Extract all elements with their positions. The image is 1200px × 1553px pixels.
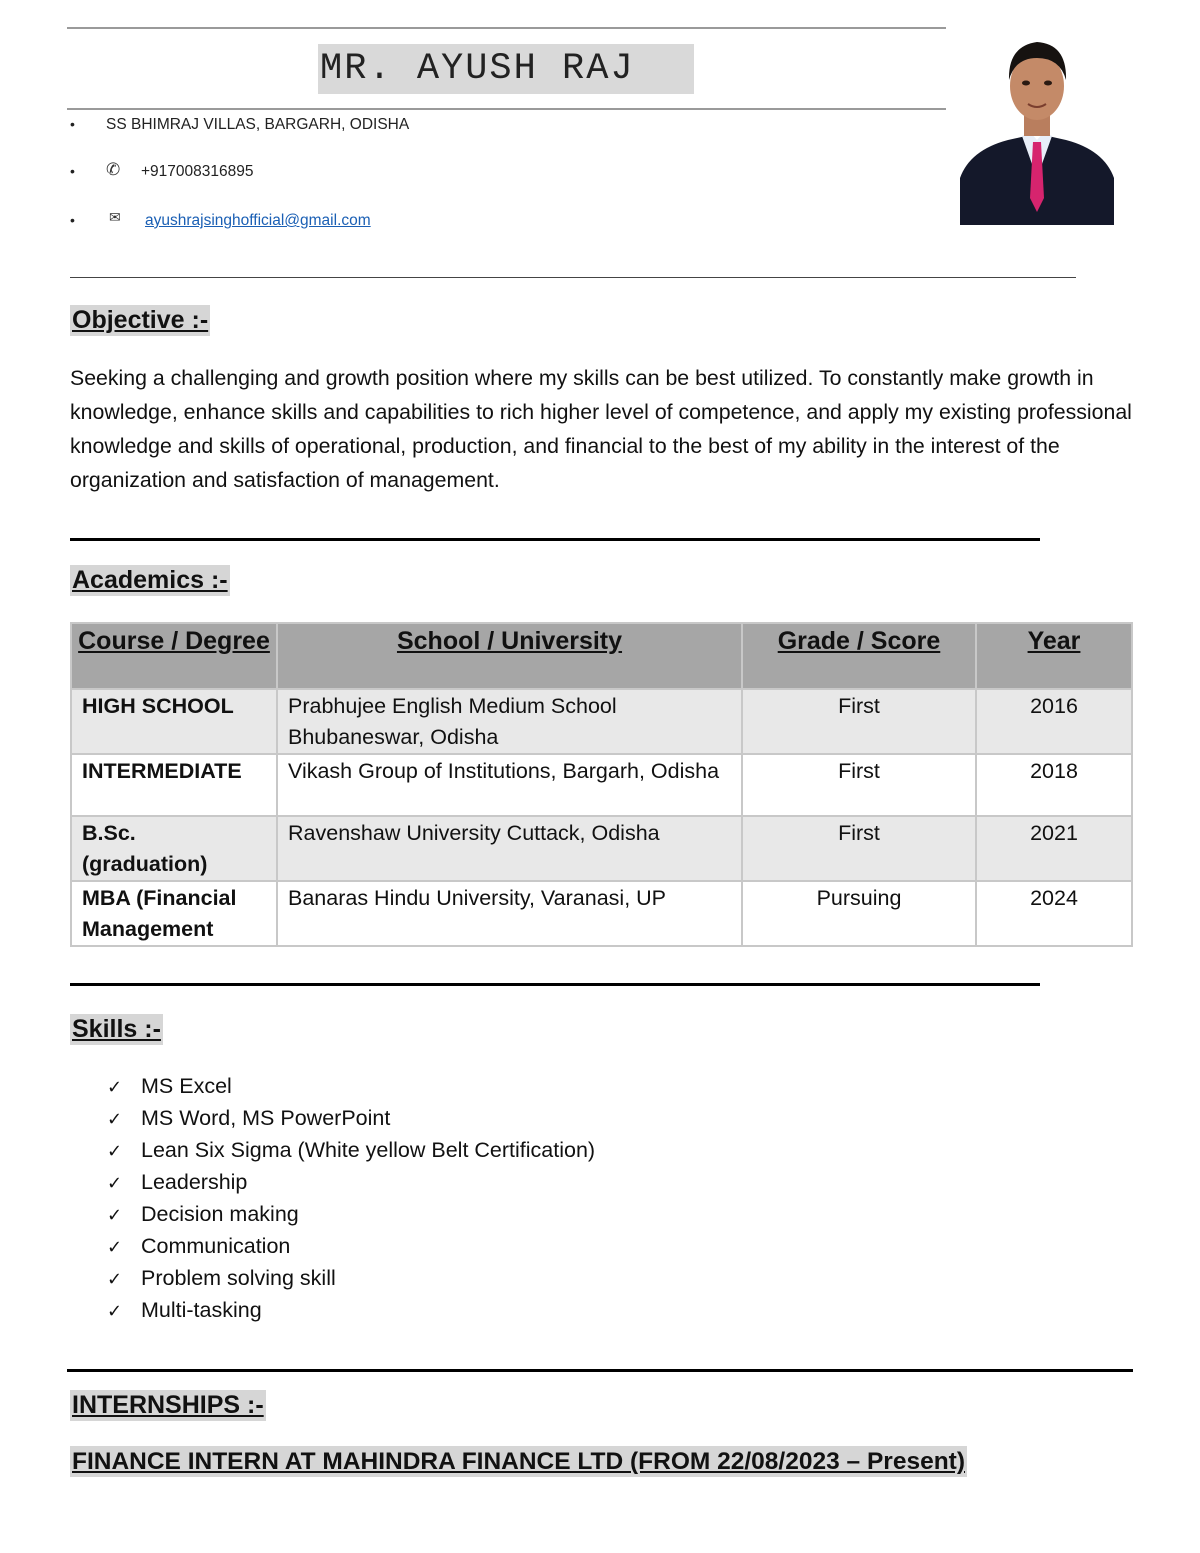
- column-header-school: School / University: [277, 623, 742, 689]
- school-cell: Vikash Group of Institutions, Bargarh, Odisha: [277, 754, 742, 816]
- profile-photo: [960, 28, 1114, 225]
- column-header-course: Course / Degree: [71, 623, 277, 689]
- checkmark-icon: ✓: [107, 1205, 123, 1226]
- skill-label: Leadership: [141, 1170, 248, 1194]
- bullet-icon: •: [70, 116, 75, 132]
- skills-heading: Skills :-: [72, 1015, 161, 1043]
- list-item: [107, 1071, 595, 1103]
- table-row: [71, 881, 1132, 946]
- list-item: [107, 1167, 595, 1199]
- envelope-icon: ✉: [109, 209, 121, 225]
- checkmark-icon: ✓: [107, 1141, 123, 1162]
- phone-number: +917008316895: [141, 163, 254, 180]
- course-cell: INTERMEDIATE: [71, 754, 277, 816]
- list-item: [107, 1263, 595, 1295]
- list-item: [107, 1295, 595, 1327]
- skill-label: Multi-tasking: [141, 1298, 262, 1322]
- phone-icon: ✆: [106, 160, 121, 179]
- skills-divider: [67, 1369, 1133, 1372]
- objective-divider: [70, 538, 1040, 541]
- objective-heading: Objective :-: [72, 306, 209, 334]
- top-divider: [67, 27, 946, 29]
- checkmark-icon: ✓: [107, 1237, 123, 1258]
- email-link[interactable]: ayushrajsinghofficial@gmail.com: [145, 212, 371, 229]
- skills-list: [107, 1071, 595, 1327]
- table-row: [71, 689, 1132, 754]
- school-cell: Banaras Hindu University, Varanasi, UP: [277, 881, 742, 946]
- grade-cell: First: [742, 754, 976, 816]
- checkmark-icon: ✓: [107, 1109, 123, 1130]
- skill-label: Lean Six Sigma (White yellow Belt Certification): [141, 1138, 596, 1162]
- list-item: [107, 1199, 595, 1231]
- list-item: [107, 1135, 595, 1167]
- skill-label: MS Word, MS PowerPoint: [141, 1106, 391, 1130]
- academics-divider: [70, 983, 1040, 986]
- table-row: [71, 754, 1132, 816]
- internship-title: FINANCE INTERN AT MAHINDRA FINANCE LTD (FROM 22/08/2023 – Present): [72, 1448, 965, 1475]
- school-cell: Ravenshaw University Cuttack, Odisha: [277, 816, 742, 881]
- skill-label: Communication: [141, 1234, 291, 1258]
- internships-heading: INTERNSHIPS :-: [72, 1391, 264, 1419]
- course-cell: B.Sc. (graduation): [71, 816, 277, 881]
- checkmark-icon: ✓: [107, 1173, 123, 1194]
- list-item: [107, 1103, 595, 1135]
- bullet-icon: •: [70, 163, 75, 179]
- table-row: [71, 816, 1132, 881]
- skill-label: Problem solving skill: [141, 1266, 336, 1290]
- year-cell: 2024: [976, 881, 1132, 946]
- checkmark-icon: ✓: [107, 1077, 123, 1098]
- skill-label: Decision making: [141, 1202, 299, 1226]
- school-cell: Prabhujee English Medium School Bhubaneswar, Odisha: [277, 689, 742, 754]
- contact-divider: [70, 277, 1076, 278]
- checkmark-icon: ✓: [107, 1301, 123, 1322]
- grade-cell: First: [742, 689, 976, 754]
- year-cell: 2018: [976, 754, 1132, 816]
- grade-cell: Pursuing: [742, 881, 976, 946]
- course-cell: MBA (Financial Management: [71, 881, 277, 946]
- grade-cell: First: [742, 816, 976, 881]
- academics-heading: Academics :-: [72, 566, 228, 594]
- skill-label: MS Excel: [141, 1074, 232, 1098]
- column-header-year: Year: [976, 623, 1132, 689]
- table-header-row: [71, 623, 1132, 689]
- academics-table: [70, 622, 1133, 947]
- checkmark-icon: ✓: [107, 1269, 123, 1290]
- candidate-name: MR. AYUSH RAJ: [318, 44, 694, 94]
- course-cell: HIGH SCHOOL: [71, 689, 277, 754]
- address-text: SS BHIMRAJ VILLAS, BARGARH, ODISHA: [106, 116, 410, 133]
- year-cell: 2021: [976, 816, 1132, 881]
- year-cell: 2016: [976, 689, 1132, 754]
- objective-text: Seeking a challenging and growth position where my skills can be best utilized. To constantly make growth in knowledge, enhance skills and capabilities to rich higher level of competence, and apply my existing professional knowledge and skills of operational, production, and financial to the best of my ability in the interest of the organization and satisfaction of management.: [70, 366, 1132, 492]
- column-header-grade: Grade / Score: [742, 623, 976, 689]
- name-divider: [67, 108, 946, 110]
- bullet-icon: •: [70, 212, 75, 228]
- list-item: [107, 1231, 595, 1263]
